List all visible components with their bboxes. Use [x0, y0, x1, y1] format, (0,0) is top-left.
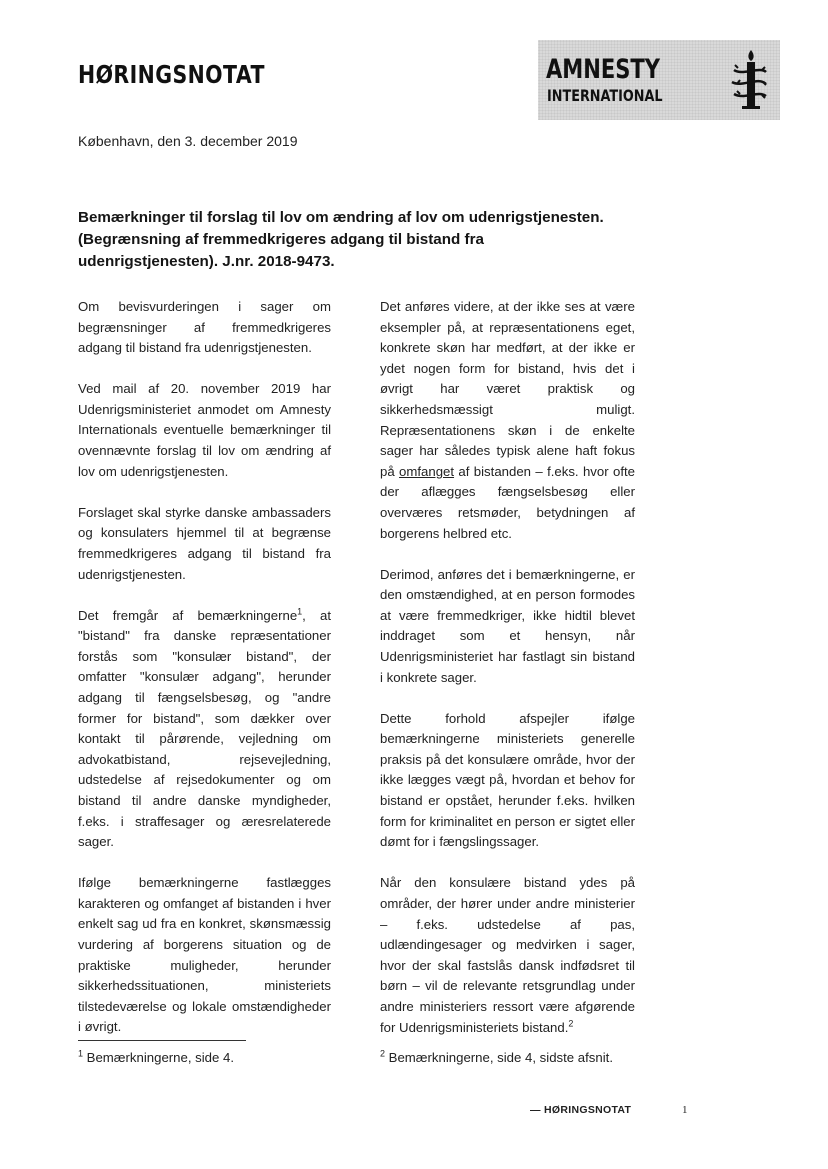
footnote-text: Bemærkningerne, side 4. — [83, 1050, 235, 1065]
footnote-text: Bemærkningerne, side 4, sidste afsnit. — [385, 1050, 613, 1065]
date-line: København, den 3. december 2019 — [78, 133, 298, 149]
document-title: HØRINGSNOTAT — [78, 60, 265, 89]
underlined-word: omfanget — [399, 463, 455, 479]
right-column — [380, 297, 635, 1059]
footnote-divider — [78, 1040, 246, 1041]
paragraph-text: , at "bistand" fra danske repræsentationer forstås som "konsulær bistand", der omfatter "konsulær adgang", herunder adgang til fængselsbesøg, og "andre former for bistand", som dækker over kontakt til pårørende, vejledning om advokatbistand, rejsevejledning, udstedelse af rejsedokumenter og om bistand til andre danske myndigheder, f.eks. i straffesager og æresrelaterede sager. — [78, 607, 332, 850]
paragraph: Om bevisvurderingen i sager om begrænsninger af fremmedkrigeres adgang til bistand fra udenrigstjenesten. — [78, 299, 331, 356]
footnote-reference[interactable]: 1 — [297, 606, 303, 617]
footnote-reference[interactable]: 2 — [568, 1018, 574, 1029]
paragraph-text: Det fremgår af bemærkningerne — [78, 607, 298, 623]
footer-label: — HØRINGSNOTAT — [530, 1104, 632, 1116]
paragraph — [78, 606, 331, 853]
footnote-number: 1 — [78, 1048, 84, 1059]
paragraph-text: Når den konsulære bistand ydes på områder, der hører under andre ministerier – f.eks. udstedelse af pas, udlændingesager og medvirken i sager, hvor der skal fastslås dansk indfødsret til børn – vil de relevante retsgrundlag under andre ministeriers ressort være afgørende for Udenrigsministeriets bistand. — [380, 875, 635, 1035]
paragraph — [380, 297, 635, 544]
footnote-number: 2 — [380, 1048, 386, 1059]
footnote-2 — [380, 1050, 613, 1065]
paragraph: Ifølge bemærkningerne fastlægges karakteren og omfanget af bistanden i hver enkelt sag ud fra en konkret, skønsmæssig vurdering af borgerens situation og de praktiske muligheder, herunder sikkerhedssituationen, ministeriets tilstedeværelse og lokale omstændigheder i øvrigt. — [78, 875, 331, 1035]
paragraph: Derimod, anføres det i bemærkningerne, er den omstændighed, at en person formodes at være fremmedkriger, ikke hidtil blevet inddraget som et hensyn, når Udenrigsministeriet har fastlagt sin bistand i konkrete sager. — [380, 566, 635, 685]
footnote-1 — [78, 1050, 234, 1065]
paragraph: Dette forhold afspejler ifølge bemærkningerne ministeriets generelle praksis på det konsulære område, hvor der ikke lægges vægt på, hvordan et behov for bistand er opstået, herunder f.eks. hvilken form for kriminalitet en person er sigtet eller dømt for i fængslingssager. — [380, 710, 635, 850]
document-heading: Bemærkninger til forslag til lov om ændring af lov om udenrigstjenesten. (Begrænsning af fremmedkrigeres adgang til bistand fra udenrigstjenesten). J.nr. 2018-9473. — [78, 209, 604, 270]
candle-in-barbed-wire-icon — [726, 46, 772, 116]
amnesty-logo — [538, 40, 780, 120]
paragraph: Ved mail af 20. november 2019 har Udenrigsministeriet anmodet om Amnesty Internationals eventuelle bemærkninger til ovennævnte forslag til lov om ændring af lov om udenrigstjenesten. — [78, 381, 331, 479]
paragraph-text: af bistanden – f.eks. hvor ofte der aflægges fængselsbesøg eller overværes retsmøder, betydningen af borgerens helbred etc. — [380, 463, 635, 541]
logo-text-amnesty: AMNESTY — [546, 54, 661, 85]
paragraph: Forslaget skal styrke danske ambassaders og konsulaters hjemmel til at begrænse fremmedkrigeres adgang til bistand fra udenrigstjenesten. — [78, 504, 331, 582]
page-number: 1 — [682, 1104, 688, 1116]
logo-text-international: INTERNATIONAL — [547, 86, 663, 105]
paragraph-text: Det anføres videre, at der ikke ses at være eksempler på, at repræsentationens eget, konkrete skøn har medført, at der ikke er ydet nogen form for bistand, hvis det i øvrigt har været praktisk og sikkerhedsmæssigt muligt. Repræsentationens skøn i de enkelte sager har således typisk alene haft fokus på — [380, 299, 635, 479]
left-column — [78, 297, 331, 1059]
paragraph — [380, 873, 635, 1038]
